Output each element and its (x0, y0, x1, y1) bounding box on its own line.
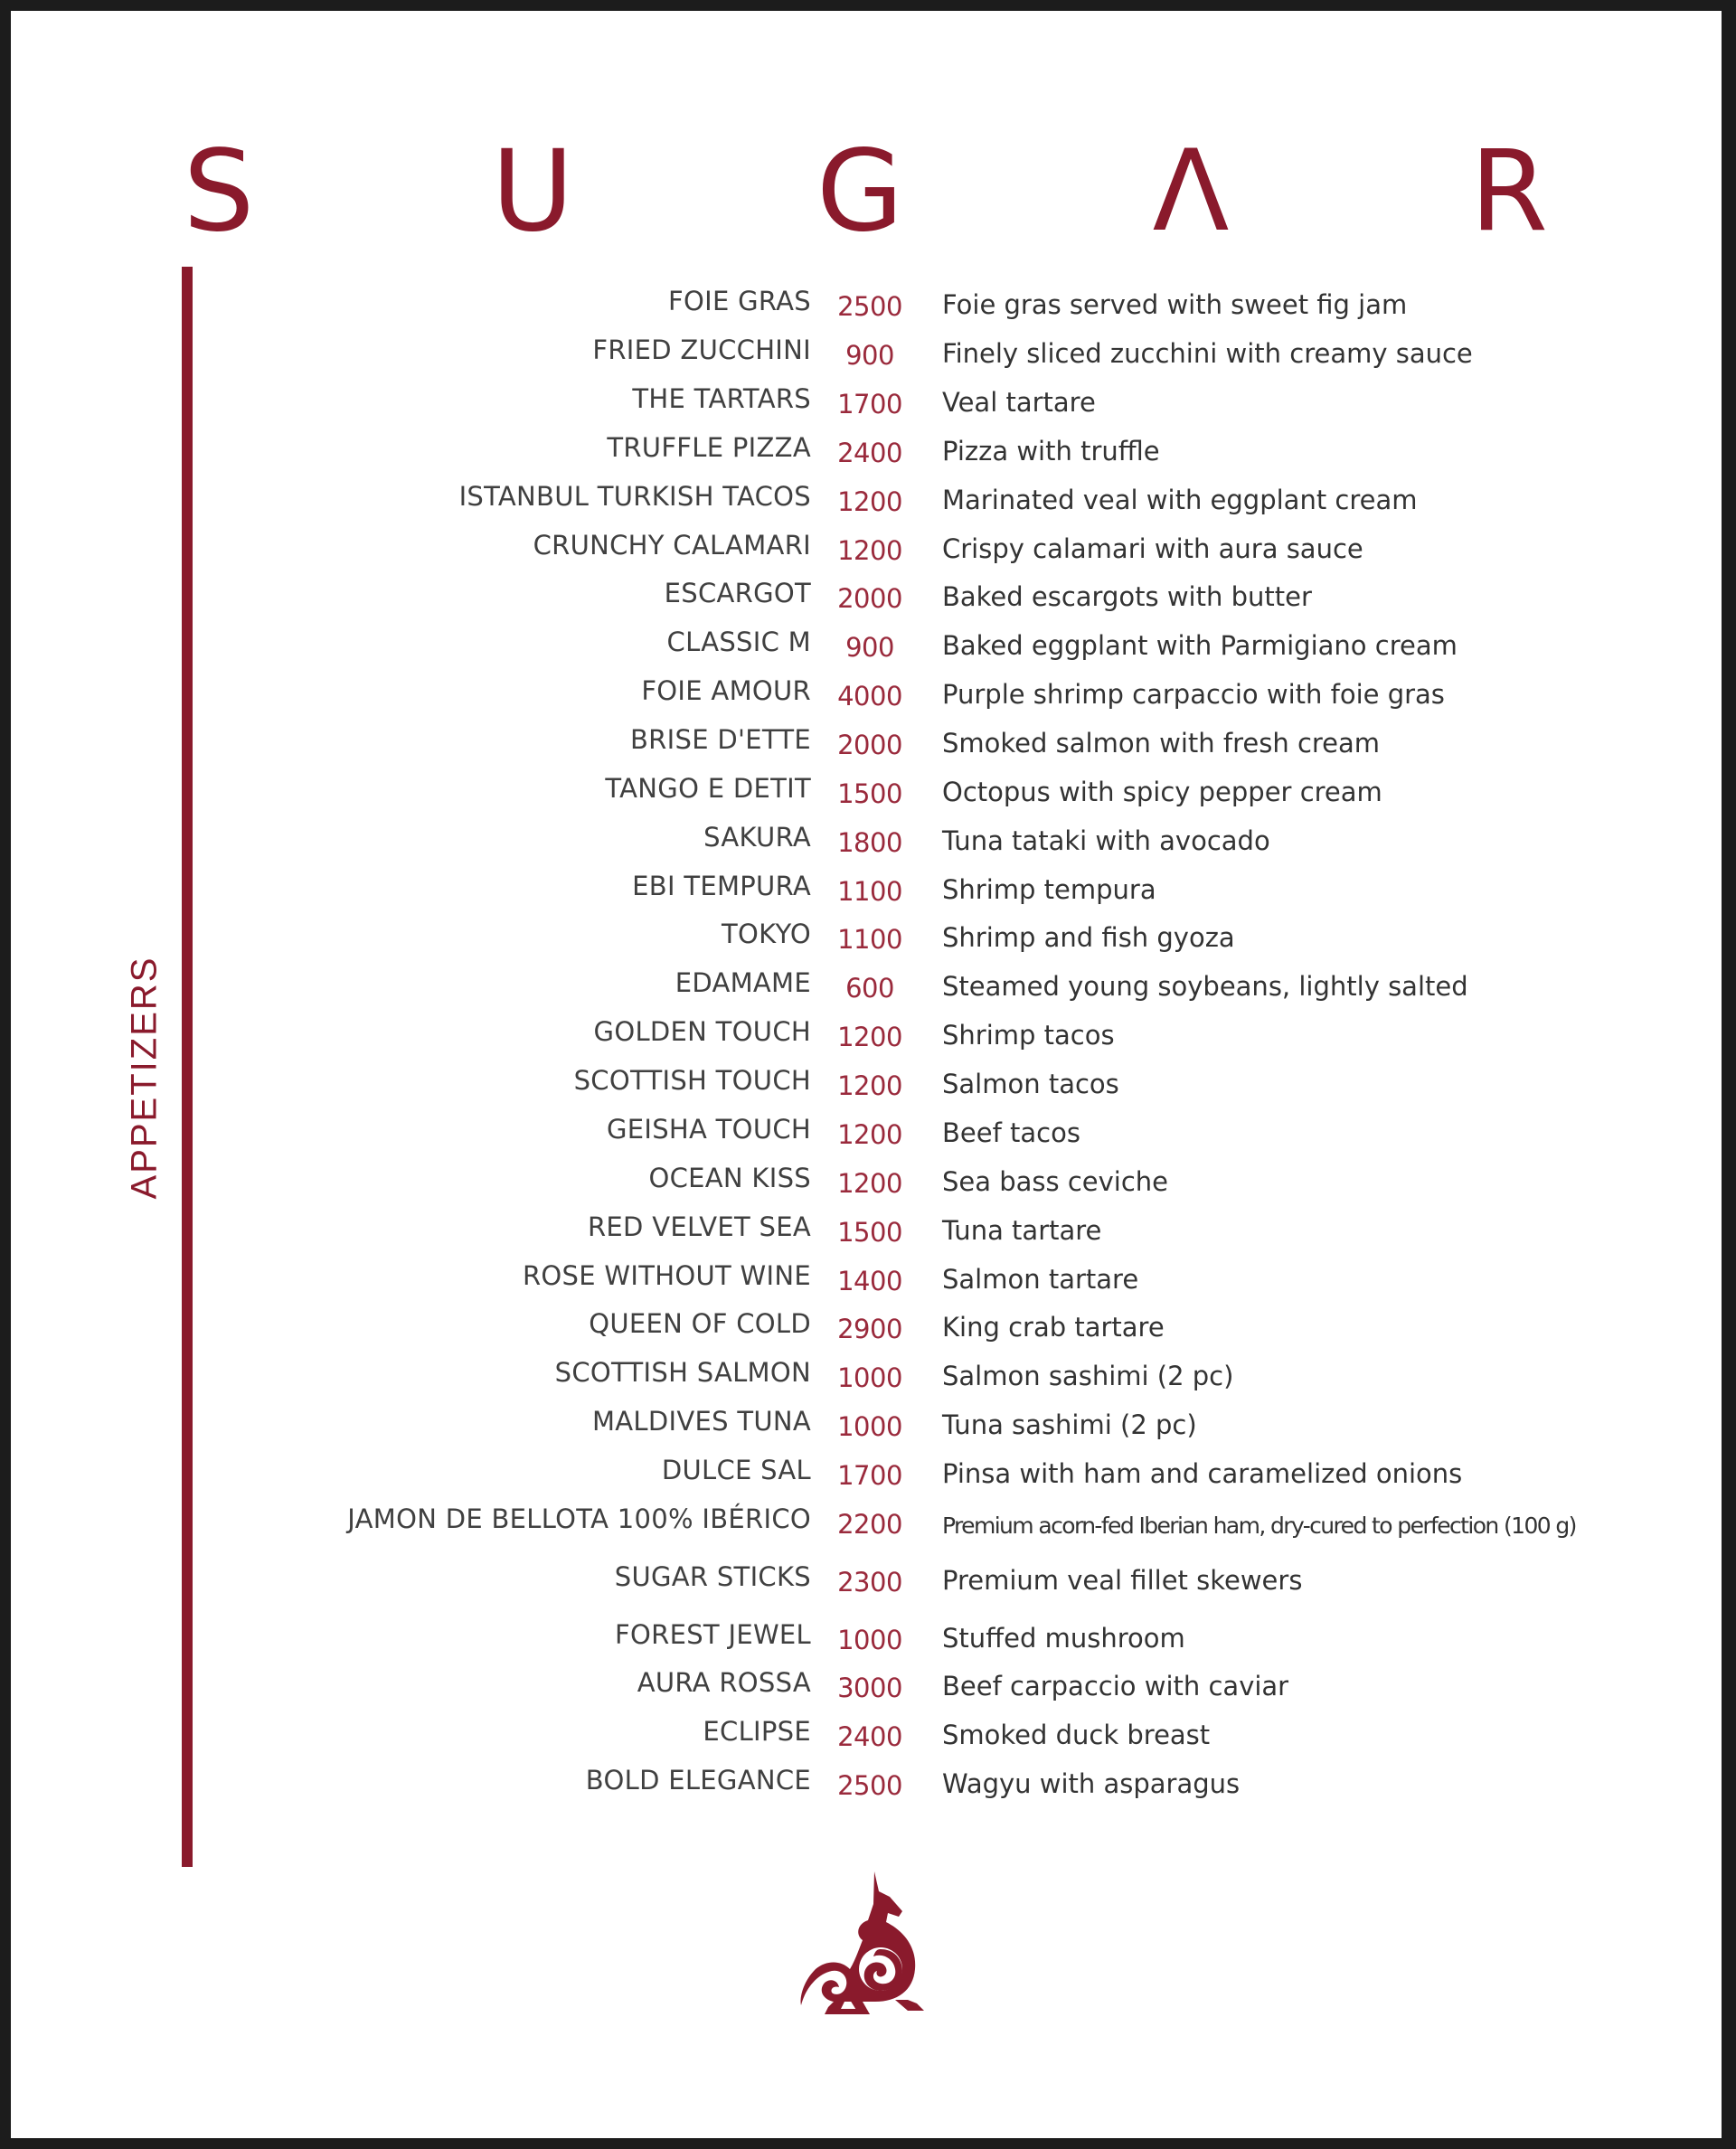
menu-item (11, 965, 1722, 1010)
item-description: Shrimp tacos (942, 1020, 1115, 1051)
item-description: King crab tartare (942, 1312, 1165, 1343)
item-name: FOREST JEWEL (615, 1619, 811, 1650)
brand-letter-a: Λ (1152, 127, 1230, 257)
item-name: THE TARTARS (632, 383, 811, 414)
item-price: 1800 (837, 827, 902, 858)
menu-item (11, 1664, 1722, 1710)
item-description: Salmon tacos (942, 1069, 1119, 1099)
item-name: TANGO E DETIT (605, 773, 811, 804)
item-name: BRISE D'ETTE (629, 724, 811, 755)
item-description: Salmon tartare (942, 1264, 1139, 1295)
item-price: 1000 (837, 1411, 902, 1442)
item-price: 1200 (837, 1119, 902, 1150)
menu-item (11, 1762, 1722, 1807)
item-description: Baked escargots with butter (942, 581, 1312, 612)
item-name: ECLIPSE (703, 1716, 811, 1747)
item-price: 1200 (837, 1070, 902, 1101)
menu-item (11, 575, 1722, 620)
item-name: RED VELVET SEA (587, 1211, 811, 1242)
item-name: SUGAR STICKS (614, 1561, 811, 1592)
item-description: Finely sliced zucchini with creamy sauce (942, 338, 1473, 369)
brand-wordmark (11, 128, 1722, 255)
item-description: Pinsa with ham and caramelized onions (942, 1458, 1463, 1489)
item-price: 1200 (837, 1022, 902, 1052)
menu-item (11, 1403, 1722, 1448)
item-price: 1000 (837, 1625, 902, 1655)
item-description: Tuna tartare (942, 1215, 1102, 1246)
menu-item (11, 1713, 1722, 1758)
item-price: 2500 (837, 1770, 902, 1801)
item-name: ESCARGOT (664, 578, 811, 608)
item-description: Tuna tataki with avocado (942, 825, 1270, 856)
item-name: FRIED ZUCCHINI (592, 335, 811, 365)
menu-item (11, 381, 1722, 426)
item-description: Smoked duck breast (942, 1720, 1211, 1750)
item-description: Tuna sashimi (2 pc) (942, 1409, 1197, 1440)
item-price: 600 (845, 973, 894, 1004)
item-price: 900 (845, 632, 894, 663)
item-price: 1100 (837, 876, 902, 907)
item-name: FOIE GRAS (668, 286, 811, 316)
item-name: AURA ROSSA (637, 1667, 811, 1698)
item-price: 2400 (837, 1721, 902, 1752)
item-name: CRUNCHY CALAMARI (533, 530, 811, 561)
menu-item (11, 1305, 1722, 1351)
item-description: Premium veal fillet skewers (942, 1565, 1303, 1596)
item-price: 3000 (837, 1673, 902, 1703)
menu-item (11, 624, 1722, 669)
item-description: Stuffed mushroom (942, 1623, 1185, 1654)
brand-letter-r: R (1469, 127, 1549, 257)
item-price: 4000 (837, 681, 902, 712)
item-name: SCOTTISH SALMON (554, 1357, 811, 1388)
menu-item (11, 1209, 1722, 1254)
menu-item (11, 527, 1722, 572)
item-description: Steamed young soybeans, lightly salted (942, 971, 1468, 1002)
menu-item (11, 868, 1722, 913)
menu-item (11, 770, 1722, 815)
item-description: Veal tartare (942, 387, 1096, 418)
item-description: Octopus with spicy pepper cream (942, 777, 1382, 807)
menu-item (11, 1258, 1722, 1303)
menu-page (11, 11, 1722, 2138)
menu-item (11, 332, 1722, 377)
item-price: 2300 (837, 1567, 902, 1598)
item-name: GOLDEN TOUCH (593, 1016, 811, 1047)
item-name: TOKYO (722, 919, 811, 949)
menu-item (11, 1062, 1722, 1107)
menu-item (11, 819, 1722, 864)
item-description: Marinated veal with eggplant cream (942, 485, 1418, 515)
item-price: 2400 (837, 438, 902, 468)
item-price: 1400 (837, 1266, 902, 1296)
brand-letter-g: G (816, 127, 904, 257)
menu-item (11, 1559, 1722, 1604)
item-price: 1500 (837, 778, 902, 809)
item-name: CLASSIC M (666, 627, 811, 657)
item-description: Baked eggplant with Parmigiano cream (942, 630, 1458, 661)
item-description: Shrimp tempura (942, 874, 1156, 905)
item-description: Beef carpaccio with caviar (942, 1671, 1289, 1701)
menu-item (11, 721, 1722, 767)
dragon-logo-icon (788, 1864, 942, 2018)
menu-item (11, 1111, 1722, 1156)
menu-item (11, 1160, 1722, 1205)
section-title: APPETIZERS (124, 956, 165, 1200)
item-name: SAKURA (703, 822, 811, 853)
item-description: Salmon sashimi (2 pc) (942, 1361, 1234, 1391)
item-description: Wagyu with asparagus (942, 1768, 1241, 1799)
item-price: 1200 (837, 1168, 902, 1199)
item-description: Pizza with truffle (942, 436, 1160, 467)
item-name: ISTANBUL TURKISH TACOS (458, 481, 811, 512)
item-price: 1200 (837, 486, 902, 517)
item-description: Smoked salmon with fresh cream (942, 728, 1381, 759)
item-price: 2000 (837, 583, 902, 614)
item-price: 1500 (837, 1217, 902, 1248)
item-name: QUEEN OF COLD (589, 1308, 811, 1339)
item-price: 1700 (837, 389, 902, 419)
menu-item (11, 1616, 1722, 1662)
item-price: 2000 (837, 730, 902, 760)
item-price: 1200 (837, 535, 902, 566)
item-name: DULCE SAL (661, 1455, 811, 1485)
item-name: TRUFFLE PIZZA (607, 432, 811, 463)
item-name: SCOTTISH TOUCH (573, 1065, 811, 1096)
menu-item (11, 673, 1722, 718)
item-name: MALDIVES TUNA (591, 1406, 811, 1437)
menu-item (11, 283, 1722, 328)
item-price: 1700 (837, 1460, 902, 1491)
menu-item (11, 1013, 1722, 1059)
item-description: Shrimp and fish gyoza (942, 922, 1235, 953)
item-price: 2900 (837, 1314, 902, 1344)
menu-item (11, 429, 1722, 475)
menu-item (11, 916, 1722, 961)
item-description: Foie gras served with sweet fig jam (942, 289, 1408, 320)
item-name: EDAMAME (675, 967, 811, 998)
item-description: Beef tacos (942, 1117, 1080, 1148)
brand-letter-s: S (183, 127, 255, 257)
item-price: 1100 (837, 924, 902, 955)
item-description: Premium acorn-fed Iberian ham, dry-cured to perfection (100 g) (942, 1513, 1576, 1539)
item-name: ROSE WITHOUT WINE (522, 1260, 811, 1291)
menu-item (11, 1354, 1722, 1400)
menu-item (11, 478, 1722, 523)
item-description: Sea bass ceviche (942, 1166, 1169, 1197)
item-price: 900 (845, 340, 894, 371)
item-price: 1000 (837, 1362, 902, 1393)
item-description: Crispy calamari with aura sauce (942, 533, 1363, 564)
item-price: 2200 (837, 1509, 902, 1540)
item-name: JAMON DE BELLOTA 100% IBÉRICO (347, 1503, 811, 1534)
item-name: BOLD ELEGANCE (585, 1765, 811, 1796)
item-name: OCEAN KISS (648, 1163, 811, 1193)
item-name: FOIE AMOUR (641, 675, 811, 706)
brand-letter-u: U (491, 127, 574, 257)
item-description: Purple shrimp carpaccio with foie gras (942, 679, 1445, 710)
menu-item (11, 1452, 1722, 1497)
item-name: EBI TEMPURA (632, 871, 811, 901)
item-price: 2500 (837, 291, 902, 322)
menu-item (11, 1501, 1722, 1546)
item-name: GEISHA TOUCH (606, 1114, 811, 1145)
